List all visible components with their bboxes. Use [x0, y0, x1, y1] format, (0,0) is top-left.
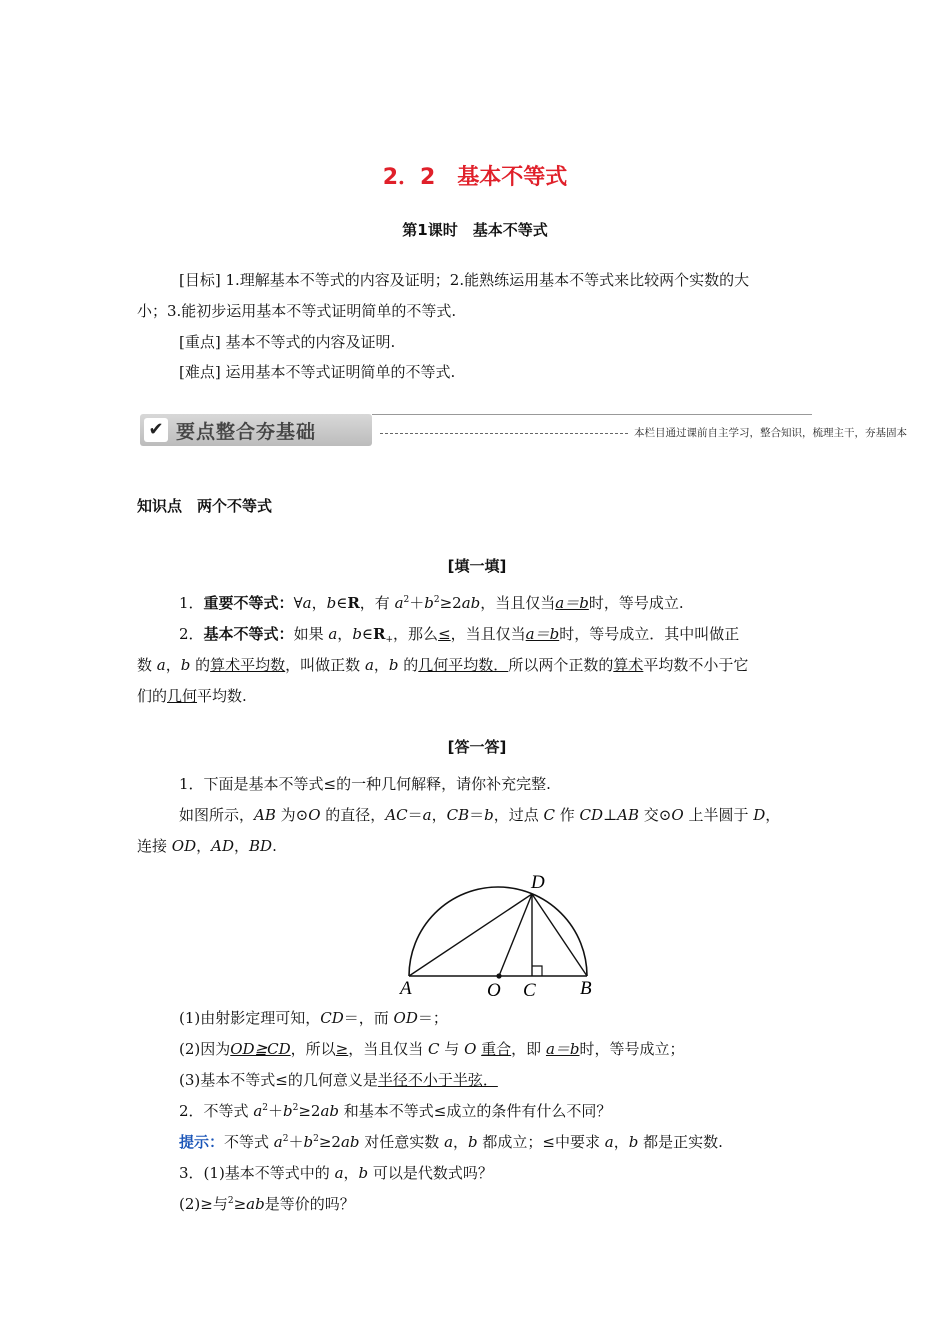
- label-a: A: [400, 978, 412, 999]
- text: ，: [373, 656, 389, 674]
- item-label: 重要不等式：: [203, 594, 294, 612]
- text: 3．(1)基本不等式中的: [179, 1164, 335, 1182]
- key-text: 基本不等式的内容及证明.: [220, 333, 396, 351]
- lesson-subtitle: 第1课时 基本不等式: [402, 221, 548, 239]
- text: ，叫做正数: [285, 656, 365, 674]
- answer-blank: 重合: [481, 1040, 512, 1058]
- text: ∈: [361, 625, 374, 643]
- text: 的: [190, 656, 211, 674]
- semicircle-arc: [409, 887, 587, 976]
- var: a: [253, 1102, 263, 1120]
- var: a: [604, 1133, 614, 1151]
- text: 时，等号成立．其中叫做正: [559, 625, 740, 643]
- var: CD: [579, 806, 604, 824]
- var: b: [388, 656, 399, 674]
- text: ＋: [288, 1133, 304, 1151]
- section-banner: [140, 412, 907, 448]
- var: O: [464, 1040, 477, 1058]
- exponent: 2: [433, 595, 440, 605]
- text: ∀: [293, 594, 303, 612]
- text: ，那么: [393, 625, 439, 643]
- text: ，所以: [290, 1040, 336, 1058]
- knowledge-title: 知识点 两个不等式: [137, 497, 273, 515]
- text: 可以是代数式吗？: [368, 1164, 493, 1182]
- var: O: [308, 806, 321, 824]
- segment-od: [499, 894, 532, 976]
- answer-blank: ≤: [438, 625, 451, 643]
- text: (2)≥与: [179, 1195, 228, 1213]
- step-3: [137, 1070, 817, 1090]
- text: ＋: [409, 594, 425, 612]
- exponent: 2: [313, 1134, 319, 1144]
- item-label: 基本不等式：: [203, 625, 294, 643]
- var: b: [352, 625, 362, 643]
- checkmark-icon: ✔: [144, 418, 168, 442]
- var: b: [180, 656, 191, 674]
- exponent: 2: [403, 595, 410, 605]
- var: AB: [254, 806, 276, 824]
- text: ，: [431, 806, 447, 824]
- text: 的: [398, 656, 419, 674]
- label-b: B: [580, 978, 592, 999]
- var: ab: [246, 1195, 265, 1213]
- text: 连接: [137, 837, 172, 855]
- text: ，: [765, 806, 781, 824]
- var: a: [422, 806, 432, 824]
- text: (2)因为: [179, 1040, 231, 1058]
- answer-blank: a＝b: [545, 1040, 580, 1058]
- var: D: [753, 806, 766, 824]
- text: ，当且仅当: [480, 594, 556, 612]
- var: a: [302, 594, 312, 612]
- answer-blank: ≥: [335, 1040, 349, 1058]
- text: 的直径，: [320, 806, 386, 824]
- text: 们的: [137, 687, 168, 705]
- question-2: [137, 1101, 817, 1121]
- var: BD: [249, 837, 273, 855]
- fill-line-2: [137, 624, 817, 644]
- text: ∈: [336, 594, 348, 612]
- question-1-setup: [137, 805, 817, 825]
- goal-tag: [目标]: [179, 271, 221, 289]
- question-1: 1．下面是基本不等式≤的一种几何解释，请你补充完整.: [179, 775, 551, 793]
- var: b: [468, 1133, 478, 1151]
- banner-top-rule: [372, 414, 812, 415]
- text: ≥2: [298, 1102, 321, 1120]
- text: ，: [613, 1133, 629, 1151]
- text: ≥: [233, 1195, 247, 1213]
- subscript: +: [385, 635, 394, 645]
- text: ＝，而: [343, 1009, 394, 1027]
- var: O: [671, 806, 684, 824]
- var: ab: [461, 594, 481, 612]
- text: 如果: [293, 625, 329, 643]
- var: OD: [171, 837, 197, 855]
- text: ，: [233, 837, 249, 855]
- banner-dashed-rule: [380, 433, 628, 434]
- text: 交⊙: [639, 806, 672, 824]
- text: 所以两个正数的: [508, 656, 614, 674]
- var: C: [428, 1040, 440, 1058]
- var: a: [364, 656, 374, 674]
- text: ≥2: [318, 1133, 341, 1151]
- text: 作: [555, 806, 580, 824]
- var: a: [328, 625, 338, 643]
- answer-header: [答一答]: [447, 738, 507, 756]
- step-1: [137, 1008, 817, 1028]
- text: ，当且仅当: [450, 625, 526, 643]
- text: 时，等号成立；: [579, 1040, 685, 1058]
- question-1-connect: [137, 836, 817, 856]
- var: a: [156, 656, 166, 674]
- var: OD: [393, 1009, 418, 1027]
- exponent: 2: [227, 1196, 234, 1206]
- answer-blank: 算术: [613, 656, 644, 674]
- answer-blank: 半径不小于半弦．: [377, 1071, 498, 1089]
- exponent: 2: [292, 1103, 299, 1113]
- text: 为⊙: [275, 806, 309, 824]
- text: ⊥: [603, 806, 618, 824]
- text: 上半圆于: [683, 806, 754, 824]
- text: ，当且仅当: [348, 1040, 429, 1058]
- text: 都成立；≤中要求: [477, 1133, 605, 1151]
- fill-line-4: [137, 686, 817, 706]
- goals-line-1: [137, 270, 817, 290]
- exponent: 2: [262, 1103, 268, 1113]
- label-o: O: [487, 980, 501, 1000]
- banner-note: 本栏目通过课前自主学习，整合知识，梳理主干，夯基固本: [634, 427, 907, 439]
- text: ＝；: [417, 1009, 448, 1027]
- text: ＋: [268, 1102, 284, 1120]
- var: b: [326, 594, 337, 612]
- var: ab: [320, 1102, 340, 1120]
- banner-tab: [140, 414, 372, 446]
- text: ，过点: [493, 806, 544, 824]
- text: (1)由射影定理可知，: [179, 1009, 321, 1027]
- answer-blank: a＝b: [525, 625, 560, 643]
- question-3-part-2: [137, 1194, 817, 1214]
- text: 不等式: [224, 1133, 274, 1151]
- var: C: [543, 806, 555, 824]
- item-number: 2．: [179, 625, 204, 643]
- key-point-line: [137, 332, 817, 352]
- var: AB: [617, 806, 640, 824]
- text: ，: [196, 837, 212, 855]
- text: ＝: [407, 806, 423, 824]
- text: ，: [343, 1164, 359, 1182]
- var: CB: [446, 806, 470, 824]
- hint-label: 提示：: [179, 1133, 225, 1151]
- difficulty-line: [137, 362, 817, 382]
- var: AD: [211, 837, 234, 855]
- answer-blank: 几何: [167, 687, 198, 705]
- var: ab: [340, 1133, 360, 1151]
- text: (3)基本不等式≤的几何意义是: [179, 1071, 378, 1089]
- text: ＝: [469, 806, 485, 824]
- reals: R: [373, 625, 386, 643]
- answer-blank: 几何平均数．: [418, 656, 509, 674]
- center-point: [496, 973, 501, 978]
- page-title: 2．2 基本不等式: [382, 165, 568, 190]
- text: 如图所示，: [179, 806, 255, 824]
- var: b: [628, 1133, 639, 1151]
- var: b: [303, 1133, 314, 1151]
- text: 数: [137, 656, 157, 674]
- text: 对任意实数: [359, 1133, 445, 1151]
- text: ，: [165, 656, 181, 674]
- text: 2．不等式: [179, 1102, 254, 1120]
- var: b: [484, 806, 494, 824]
- text: ，即: [511, 1040, 546, 1058]
- segment-bd: [532, 894, 587, 976]
- var: CD: [320, 1009, 344, 1027]
- key-tag: [重点]: [179, 333, 221, 351]
- text: 都是正实数.: [638, 1133, 723, 1151]
- banner-label: 要点整合夯基础: [176, 421, 317, 443]
- answer-blank: OD≧CD: [230, 1040, 291, 1058]
- segment-ad: [409, 894, 532, 976]
- exponent: 2: [282, 1134, 289, 1144]
- text: ≥2: [439, 594, 462, 612]
- semicircle-figure: [395, 868, 605, 1000]
- text: ，: [337, 625, 353, 643]
- answer-blank: 算术平均数: [210, 656, 286, 674]
- text: .: [272, 837, 277, 855]
- text: ，: [311, 594, 327, 612]
- item-number: 1．: [179, 594, 204, 612]
- var: b: [424, 594, 434, 612]
- text: 和基本不等式≤成立的条件有什么不同？: [339, 1102, 612, 1120]
- var: b: [283, 1102, 293, 1120]
- fill-line-1: [137, 593, 817, 613]
- var: a: [273, 1133, 283, 1151]
- answer-blank: a＝b: [555, 594, 589, 612]
- right-angle-mark: [532, 966, 542, 976]
- text: 与: [439, 1040, 465, 1058]
- hard-text: 运用基本不等式证明简单的不等式.: [220, 363, 456, 381]
- goal-text: 1.理解基本不等式的内容及证明；2.能熟练运用基本不等式来比较两个实数的大: [220, 271, 750, 289]
- hint: [137, 1132, 817, 1152]
- var: AC: [385, 806, 408, 824]
- question-3: [137, 1163, 817, 1183]
- text: 平均数.: [197, 687, 247, 705]
- var: a: [334, 1164, 344, 1182]
- label-d: D: [531, 872, 545, 893]
- fill-line-3: [137, 655, 817, 675]
- text: 平均数不小于它: [643, 656, 749, 674]
- label-c: C: [523, 980, 536, 1000]
- hard-tag: [难点]: [179, 363, 221, 381]
- text: 时，等号成立.: [588, 594, 684, 612]
- reals: R: [347, 594, 360, 612]
- step-2: [137, 1039, 817, 1059]
- var: b: [358, 1164, 369, 1182]
- text: ，: [453, 1133, 469, 1151]
- text: ，有: [359, 594, 395, 612]
- goals-line-2: 小；3.能初步运用基本不等式证明简单的不等式.: [137, 302, 457, 320]
- var: a: [394, 594, 404, 612]
- text: 是等价的吗？: [264, 1195, 355, 1213]
- fill-header: [填一填]: [447, 557, 507, 575]
- var: a: [444, 1133, 454, 1151]
